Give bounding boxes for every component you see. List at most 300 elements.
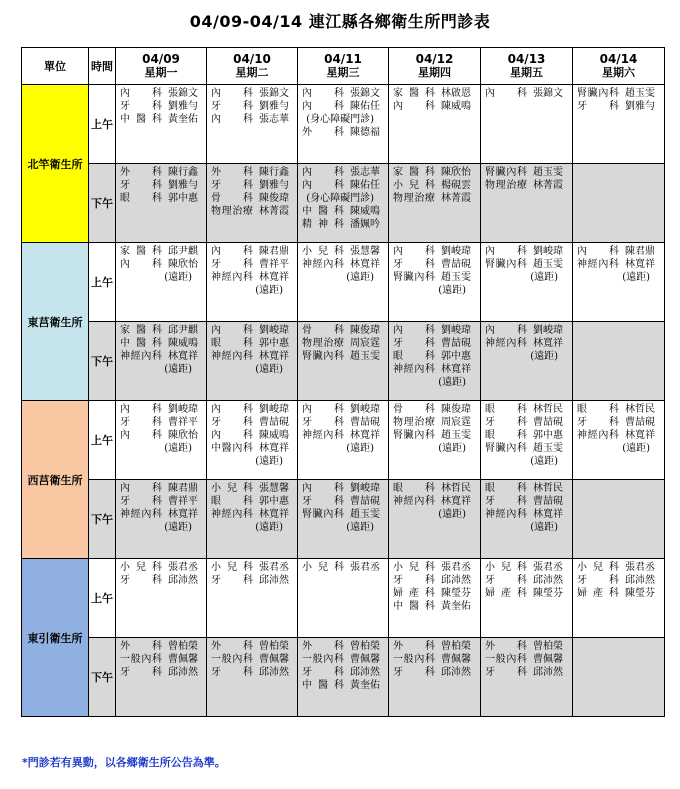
doctor-name: 張君丞: [625, 562, 655, 573]
schedule-entry: [573, 245, 664, 258]
department: 神經內科: [120, 351, 162, 362]
schedule-entry: [116, 416, 206, 429]
department: 內科: [120, 259, 162, 270]
department: 牙科: [120, 496, 162, 507]
department: 小兒科: [302, 246, 344, 257]
schedule-cell: [298, 480, 389, 559]
doctor-name: 陳君鼎: [168, 483, 198, 494]
schedule-note: (遠距): [255, 522, 283, 533]
schedule-note: (遠距): [164, 443, 192, 454]
schedule-cell: [116, 480, 207, 559]
schedule-entry: [573, 429, 664, 442]
schedule-cell: [116, 559, 207, 638]
doctor-name: 曹喆硯: [259, 417, 289, 428]
doctor-name: 張慧馨: [350, 246, 380, 257]
doctor-name: 曾柏榮: [441, 641, 471, 652]
doctor-name: 劉雅勻: [259, 101, 289, 112]
schedule-entry: [389, 87, 480, 100]
department: 中醫科: [120, 114, 162, 125]
schedule-entry: [116, 482, 206, 495]
schedule-cell: [481, 322, 573, 401]
schedule-note: (身心障礙門診): [306, 114, 374, 125]
department: 腎臟內科: [302, 509, 344, 520]
department: 外科: [211, 641, 253, 652]
clinic-name: 北竿衛生所: [22, 85, 89, 243]
doctor-name: 邱沛然: [168, 575, 198, 586]
schedule-cell: [207, 480, 298, 559]
department: 婦產科: [393, 588, 435, 599]
day-name: 星期四: [418, 66, 451, 79]
department: 內科: [120, 483, 162, 494]
schedule-cell: [116, 243, 207, 322]
period-label: 下午: [89, 322, 116, 401]
header-day: [298, 48, 389, 85]
department: 眼科: [393, 483, 435, 494]
department: 神經內科: [211, 351, 253, 362]
doctor-name: 邱尹麒: [168, 246, 198, 257]
doctor-name: 陳佑任: [350, 180, 380, 191]
schedule-entry: [207, 179, 297, 192]
doctor-name: 郭中惠: [533, 430, 563, 441]
header-unit: 單位: [22, 48, 89, 85]
department: 家醫科: [120, 246, 162, 257]
doctor-name: 周宸霆: [350, 338, 380, 349]
doctor-name: 林寬祥: [533, 509, 563, 520]
schedule-entry: [207, 245, 297, 258]
department: 牙科: [302, 667, 344, 678]
department: 神經內科: [485, 338, 527, 349]
period-label: 上午: [89, 243, 116, 322]
schedule-entry: [389, 574, 480, 587]
department: 腎臟內科: [393, 272, 435, 283]
schedule-entry: [481, 324, 572, 337]
schedule-entry: [298, 482, 388, 495]
schedule-cell: [116, 85, 207, 164]
doctor-name: 邱沛然: [441, 667, 471, 678]
schedule-entry: [573, 416, 664, 429]
schedule-entry: [116, 324, 206, 337]
clinic-row-am: [22, 559, 665, 638]
doctor-name: 劉峻瑋: [168, 404, 198, 415]
doctor-name: 陳佑任: [350, 101, 380, 112]
doctor-name: 趙玉雯: [533, 259, 563, 270]
department: 小兒科: [393, 180, 435, 191]
department: 小兒科: [211, 483, 253, 494]
schedule-entry: [116, 561, 206, 574]
schedule-entry: [389, 350, 480, 363]
doctor-name: 林寬祥: [259, 509, 289, 520]
header-row: [22, 48, 665, 85]
doctor-name: 邱沛然: [533, 575, 563, 586]
schedule-entry: [298, 245, 388, 258]
department: 牙科: [120, 417, 162, 428]
clinic-row-pm: [22, 164, 665, 243]
schedule-entry: [207, 100, 297, 113]
department: 內科: [120, 430, 162, 441]
doctor-name: 林哲民: [441, 483, 471, 494]
schedule-entry: [389, 363, 480, 376]
schedule-cell: [116, 322, 207, 401]
department: 家醫科: [393, 167, 435, 178]
doctor-name: 黃奎佑: [350, 680, 380, 691]
doctor-name: 邱沛然: [625, 575, 655, 586]
schedule-entry: [298, 508, 388, 521]
department: 眼科: [393, 351, 435, 362]
department: 小兒科: [211, 562, 253, 573]
doctor-name: 陳欣怡: [168, 259, 198, 270]
doctor-name: 郭中惠: [441, 351, 471, 362]
doctor-name: 潘姵吟: [350, 219, 380, 230]
schedule-entry: [481, 666, 572, 679]
schedule-entry: [207, 87, 297, 100]
schedule-entry: [481, 258, 572, 271]
schedule-entry: [207, 324, 297, 337]
schedule-cell: [116, 164, 207, 243]
schedule-entry: [573, 561, 664, 574]
period-label: 上午: [89, 401, 116, 480]
doctor-name: 陳俊瑋: [350, 325, 380, 336]
schedule-entry: [116, 508, 206, 521]
schedule-cell: [481, 480, 573, 559]
department: 牙科: [485, 667, 527, 678]
department: 牙科: [577, 101, 619, 112]
schedule-entry: [116, 350, 206, 363]
schedule-entry: [116, 192, 206, 205]
schedule-entry: [207, 258, 297, 271]
department: 小兒科: [393, 562, 435, 573]
day-name: 星期三: [326, 66, 360, 79]
schedule-entry: [116, 574, 206, 587]
schedule-entry: [116, 258, 206, 271]
doctor-name: 林菁霞: [533, 180, 563, 191]
schedule-cell: [116, 401, 207, 480]
schedule-entry: [573, 587, 664, 600]
schedule-entry: [389, 337, 480, 350]
department: 內科: [211, 430, 253, 441]
department: 牙科: [577, 575, 619, 586]
schedule-cell: [573, 559, 665, 638]
page-title: 04/09-04/14 連江縣各鄉衛生所門診表: [189, 12, 491, 31]
schedule-cell: [389, 164, 481, 243]
schedule-entry: [481, 495, 572, 508]
schedule-note: (遠距): [622, 443, 650, 454]
schedule-entry: [389, 258, 480, 271]
doctor-name: 趙玉雯: [441, 272, 471, 283]
schedule-entry: [389, 482, 480, 495]
schedule-note: (遠距): [438, 509, 466, 520]
schedule-note: (遠距): [530, 522, 558, 533]
schedule-entry: [207, 403, 297, 416]
schedule-cell: [389, 322, 481, 401]
day-date: 04/13: [507, 52, 546, 66]
schedule-entry: [116, 653, 206, 666]
department: 一般內科: [211, 654, 253, 665]
schedule-entry: [207, 416, 297, 429]
department: 牙科: [211, 259, 253, 270]
doctor-name: 曹喆硯: [441, 259, 471, 270]
doctor-name: 劉峻瑋: [350, 483, 380, 494]
schedule-entry: [298, 495, 388, 508]
schedule-note: (遠距): [164, 522, 192, 533]
period-label: 上午: [89, 85, 116, 164]
schedule-cell: [207, 243, 298, 322]
schedule-entry: [481, 245, 572, 258]
schedule-entry: [481, 166, 572, 179]
doctor-name: 陳威鳴: [259, 430, 289, 441]
doctor-name: 林菁霞: [259, 206, 289, 217]
doctor-name: 曹祥平: [259, 259, 289, 270]
doctor-name: 趙玉雯: [533, 443, 563, 454]
department: 物理治療: [393, 417, 435, 428]
department: 內科: [302, 101, 344, 112]
schedule-cell: [573, 164, 665, 243]
schedule-cell: [298, 85, 389, 164]
schedule-entry: [481, 561, 572, 574]
schedule-entry: [116, 666, 206, 679]
doctor-name: 趙玉雯: [625, 88, 655, 99]
schedule-entry: [207, 640, 297, 653]
schedule-entry: [298, 416, 388, 429]
header-day: [389, 48, 481, 85]
doctor-name: 陳威鳴: [168, 338, 198, 349]
doctor-name: 林寬祥: [441, 364, 471, 375]
department: 外科: [393, 641, 435, 652]
doctor-name: 邱沛然: [533, 667, 563, 678]
footnote: *門診若有異動，以各鄉衛生所公告為準。: [22, 756, 226, 769]
doctor-name: 邱沛然: [259, 575, 289, 586]
header-day: [481, 48, 573, 85]
schedule-entry: [481, 587, 572, 600]
clinic-row-pm: [22, 480, 665, 559]
schedule-note: (遠距): [255, 364, 283, 375]
schedule-cell: [298, 322, 389, 401]
doctor-name: 劉峻瑋: [259, 404, 289, 415]
schedule-entry: [207, 113, 297, 126]
department: 婦產科: [577, 588, 619, 599]
schedule-entry: [389, 245, 480, 258]
doctor-name: 郭中惠: [168, 193, 198, 204]
department: 神經內科: [577, 430, 619, 441]
clinic-row-am: [22, 243, 665, 322]
department: 精神科: [302, 219, 344, 230]
department: 內科: [302, 88, 344, 99]
schedule-cell: [389, 401, 481, 480]
doctor-name: 曹佩馨: [441, 654, 471, 665]
schedule-entry: [481, 429, 572, 442]
department: 內科: [485, 325, 527, 336]
schedule-cell: [481, 164, 573, 243]
doctor-name: 周宸霆: [441, 417, 471, 428]
schedule-entry: [207, 271, 297, 284]
schedule-entry: [207, 653, 297, 666]
schedule-cell: [481, 559, 573, 638]
department: 牙科: [393, 575, 435, 586]
schedule-cell: [298, 401, 389, 480]
schedule-cell: [207, 638, 298, 717]
clinic-row-pm: [22, 638, 665, 717]
doctor-name: 曹喆硯: [350, 417, 380, 428]
schedule-entry: [298, 179, 388, 192]
department: 牙科: [120, 667, 162, 678]
schedule-cell: [481, 243, 573, 322]
doctor-name: 邱沛然: [350, 667, 380, 678]
doctor-name: 林寬祥: [625, 430, 655, 441]
department: 外科: [120, 641, 162, 652]
schedule-note: (身心障礙門診): [306, 193, 374, 204]
department: 一般內科: [485, 654, 527, 665]
schedule-entry: [481, 337, 572, 350]
schedule-entry: [389, 429, 480, 442]
doctor-name: 曹佩馨: [259, 654, 289, 665]
day-name: 星期五: [510, 66, 543, 79]
department: 內科: [485, 246, 527, 257]
doctor-name: 劉雅勻: [168, 180, 198, 191]
department: 神經內科: [393, 496, 435, 507]
schedule-note: (遠距): [346, 272, 374, 283]
doctor-name: 林啟恩: [441, 88, 471, 99]
schedule-entry: [389, 166, 480, 179]
schedule-entry: [389, 600, 480, 613]
department: 內科: [577, 246, 619, 257]
doctor-name: 邱尹麒: [168, 325, 198, 336]
schedule-entry: [298, 100, 388, 113]
doctor-name: 張志華: [259, 114, 289, 125]
department: 骨科: [393, 404, 435, 415]
schedule-entry: [481, 482, 572, 495]
schedule-entry: [207, 561, 297, 574]
doctor-name: 林寬祥: [259, 272, 289, 283]
schedule-entry: [116, 179, 206, 192]
department: 小兒科: [120, 562, 162, 573]
clinic-row-pm: [22, 322, 665, 401]
doctor-name: 曹喆硯: [533, 496, 563, 507]
schedule-entry: [116, 87, 206, 100]
schedule-cell: [573, 480, 665, 559]
department: 外科: [485, 641, 527, 652]
department: 內科: [211, 325, 253, 336]
schedule-entry: [116, 403, 206, 416]
department: 一般內科: [302, 654, 344, 665]
schedule-entry: [116, 640, 206, 653]
clinic-schedule-table: [21, 47, 665, 717]
doctor-name: 陳欣怡: [441, 167, 471, 178]
doctor-name: 陳君鼎: [625, 246, 655, 257]
department: 中醫科: [302, 206, 344, 217]
department: 內科: [393, 101, 435, 112]
doctor-name: 林哲民: [625, 404, 655, 415]
department: 小兒科: [485, 562, 527, 573]
schedule-entry: [298, 337, 388, 350]
schedule-cell: [207, 164, 298, 243]
schedule-cell: [573, 401, 665, 480]
doctor-name: 趙玉雯: [533, 167, 563, 178]
doctor-name: 林寬祥: [350, 259, 380, 270]
department: 家醫科: [393, 88, 435, 99]
department: 神經內科: [393, 364, 435, 375]
department: 一般內科: [120, 654, 162, 665]
doctor-name: 劉雅勻: [168, 101, 198, 112]
schedule-entry: [389, 640, 480, 653]
department: 中醫內科: [211, 443, 253, 454]
schedule-entry: [481, 442, 572, 455]
period-label: 下午: [89, 638, 116, 717]
department: 內科: [211, 114, 253, 125]
day-date: 04/11: [324, 52, 362, 66]
schedule-entry: [207, 482, 297, 495]
doctor-name: 張君丞: [259, 562, 289, 573]
doctor-name: 張慧馨: [259, 483, 289, 494]
doctor-name: 陳瑩芬: [533, 588, 563, 599]
schedule-entry: [298, 258, 388, 271]
department: 眼科: [577, 404, 619, 415]
schedule-cell: [389, 85, 481, 164]
schedule-entry: [389, 416, 480, 429]
doctor-name: 張君丞: [441, 562, 471, 573]
schedule-entry: [389, 587, 480, 600]
doctor-name: 陳俊瑋: [441, 404, 471, 415]
schedule-entry: [298, 166, 388, 179]
schedule-cell: [298, 243, 389, 322]
schedule-entry: [481, 416, 572, 429]
department: 牙科: [577, 417, 619, 428]
schedule-entry: [207, 337, 297, 350]
department: 婦產科: [485, 588, 527, 599]
schedule-cell: [573, 638, 665, 717]
doctor-name: 劉雅勻: [259, 180, 289, 191]
schedule-entry: [116, 100, 206, 113]
schedule-body: [22, 85, 665, 717]
schedule-note: (遠距): [438, 443, 466, 454]
department: 眼科: [211, 496, 253, 507]
department: 眼科: [485, 404, 527, 415]
schedule-cell: [298, 559, 389, 638]
period-label: 下午: [89, 164, 116, 243]
department: 腎臟內科: [485, 167, 527, 178]
doctor-name: 陳欣怡: [168, 430, 198, 441]
schedule-cell: [481, 638, 573, 717]
doctor-name: 邱沛然: [441, 575, 471, 586]
schedule-cell: [389, 559, 481, 638]
schedule-entry: [116, 166, 206, 179]
schedule-entry: [389, 192, 480, 205]
schedule-entry: [298, 429, 388, 442]
department: 腎臟內科: [485, 259, 527, 270]
doctor-name: 林寬祥: [350, 430, 380, 441]
department: 神經內科: [577, 259, 619, 270]
schedule-entry: [481, 403, 572, 416]
header-day: [573, 48, 665, 85]
doctor-name: 張君丞: [168, 562, 198, 573]
day-date: 04/09: [142, 52, 180, 66]
department: 腎臟內科: [302, 351, 344, 362]
department: 眼科: [485, 483, 527, 494]
schedule-note: (遠距): [530, 351, 558, 362]
clinic-row-am: [22, 85, 665, 164]
doctor-name: 劉峻瑋: [441, 246, 471, 257]
schedule-entry: [481, 87, 572, 100]
schedule-cell: [481, 401, 573, 480]
department: 內科: [302, 167, 344, 178]
department: 眼科: [485, 430, 527, 441]
department: 牙科: [485, 575, 527, 586]
schedule-entry: [298, 324, 388, 337]
department: 內科: [120, 404, 162, 415]
schedule-entry: [298, 205, 388, 218]
doctor-name: 陳威鳴: [350, 206, 380, 217]
schedule-entry: [481, 640, 572, 653]
day-date: 04/14: [599, 52, 638, 66]
department: 外科: [120, 167, 162, 178]
